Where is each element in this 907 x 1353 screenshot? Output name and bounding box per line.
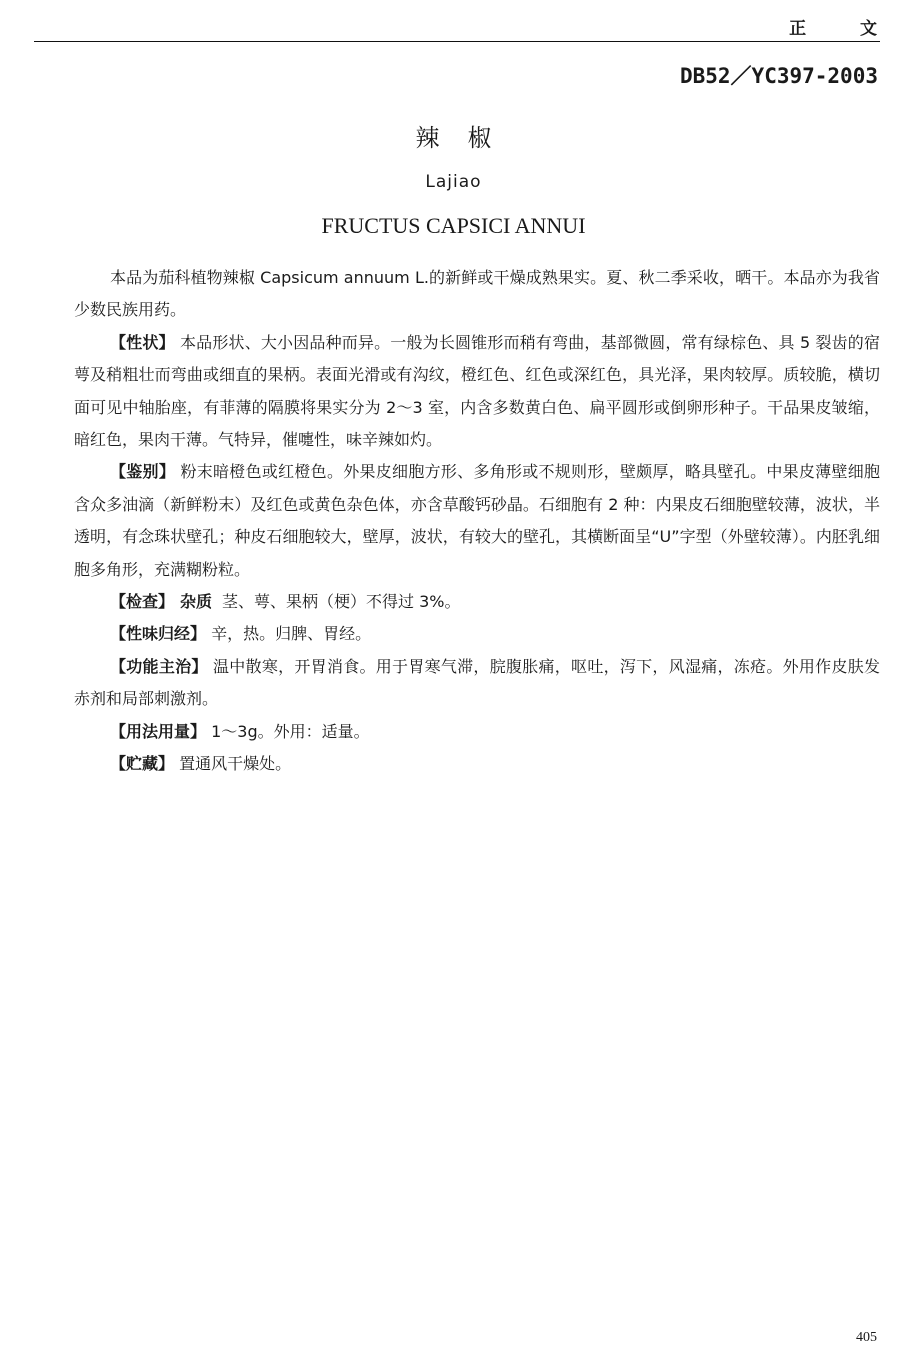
- section-label-examination: 【检查】: [110, 592, 175, 612]
- section-label-functions: 【功能主治】: [110, 656, 208, 676]
- section-label-description: 【性状】: [110, 332, 175, 352]
- section-label-storage: 【贮藏】: [110, 754, 175, 774]
- section-sublabel-impurity: 杂质: [180, 592, 213, 612]
- standard-code: DB52／YC397-2003: [679, 64, 878, 88]
- page-number: 405: [856, 1330, 877, 1345]
- section-text-dosage: 1～3g。外用：适量。: [211, 721, 370, 741]
- monograph-title: 辣椒: [415, 124, 520, 152]
- intro-paragraph: 本品为茄科植物辣椒 Capsicum annuum L.的新鲜或干燥成熟果实。夏、秋二季采收，晒干。本品亦为我省少数民族用药。: [74, 268, 880, 320]
- section-label-identification: 【鉴别】: [110, 462, 176, 482]
- section-label-property-meridian: 【性味归经】: [110, 624, 207, 644]
- section-property-meridian: [74, 618, 880, 650]
- section-text-description: 本品形状、大小因品种而异。一般为长圆锥形而稍有弯曲，基部微圆，常有绿棕色、具 5 裂齿的宿萼及稍粗壮而弯曲或细直的果柄。表面光滑或有沟纹，橙红色、红色或深红色，具光泽，果肉较厚。质较脆，横切面可见中轴胎座，有菲薄的隔膜将果实分为 2～3 室，内含多数黄白色、扁平圆形或倒卵形种子。干品果皮皱缩，暗红色，果肉干薄。气特异，催嚏性，味辛辣如灼。: [74, 332, 880, 450]
- latin-name: FRUCTUS CAPSICI ANNUI: [321, 213, 586, 238]
- section-text-functions: 温中散寒，开胃消食。用于胃寒气滞，脘腹胀痛，呕吐，泻下，风湿痛，冻疮。外用作皮肤发赤剂和局部刺激剂。: [74, 656, 880, 709]
- section-examination: [74, 586, 880, 618]
- monograph-body: [74, 262, 880, 781]
- pinyin-name: Lajiao: [425, 172, 482, 192]
- section-text-identification: 粉末暗橙色或红橙色。外果皮细胞方形、多角形或不规则形，壁颇厚，略具壁孔。中果皮薄壁细胞含众多油滴（新鲜粉末）及红色或黄色杂色体，亦含草酸钙砂晶。石细胞有 2 种：内果皮石细胞壁较薄，波状，半透明，有念珠状壁孔；种皮石细胞较大，壁厚，波状，有较大的壁孔，其横断面呈“U”字型（外壁较薄）。内胚乳细胞多角形，充满糊粉粒。: [74, 462, 880, 579]
- section-description: [74, 327, 880, 457]
- header-rule: [34, 41, 880, 42]
- section-functions: [74, 651, 880, 716]
- section-text-examination: 茎、萼、果柄（梗）不得过 3%。: [222, 592, 461, 612]
- section-storage: [74, 748, 880, 780]
- section-text-storage: 置通风干燥处。: [179, 754, 292, 774]
- section-text-property-meridian: 辛，热。归脾、胃经。: [211, 624, 372, 644]
- section-dosage: [74, 716, 880, 748]
- section-identification: [74, 456, 880, 586]
- section-label: 正 文: [789, 19, 901, 39]
- section-label-dosage: 【用法用量】: [110, 721, 207, 741]
